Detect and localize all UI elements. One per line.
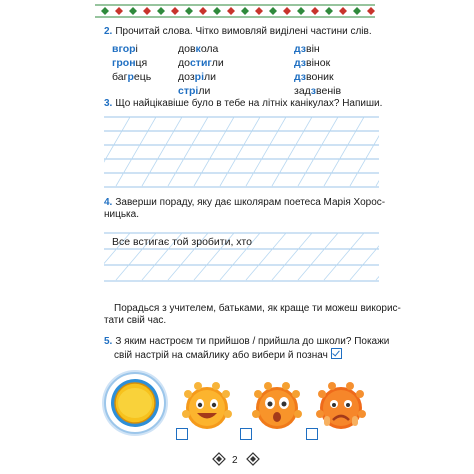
word-item: достигли	[178, 57, 224, 69]
word-item: стріли	[178, 85, 211, 97]
sad-smiley-icon[interactable]	[312, 380, 370, 436]
word-item: дзвінок	[294, 57, 331, 69]
task-3-instruction: 3. Що найцікавіше було в тебе на літніх канікулах? Напиши.	[104, 98, 383, 109]
checkbox-sad[interactable]	[306, 428, 318, 440]
checkbox-happy[interactable]	[176, 428, 188, 440]
word-item: задзвенів	[294, 85, 342, 97]
word-item: дзвоник	[294, 71, 334, 83]
task-2-instruction: 2. Прочитай слова. Чітко вимовляй виділені частини слів.	[104, 26, 372, 37]
task-5-instruction: 5. З яким настроєм ти прийшов / прийшла до школи? Покажи свій настрій на смайлику або вибери й познач	[104, 336, 390, 361]
checkbox-surprised[interactable]	[240, 428, 252, 440]
footer-ornament-right-icon	[246, 452, 260, 466]
top-ornament	[95, 2, 375, 20]
advice-text: Порадься з учителем, батьками, як краще ти можеш викорис- тати свій час.	[104, 303, 401, 326]
word-item: дозріли	[178, 71, 217, 83]
page-number: 2	[232, 455, 238, 466]
word-column-1	[112, 42, 151, 84]
writing-lines-task-3[interactable]	[104, 116, 379, 188]
example-check-icon	[331, 348, 342, 359]
word-column-3	[294, 42, 341, 98]
word-item: гронця	[112, 57, 148, 69]
word-item: довкола	[178, 43, 219, 55]
word-item: багрець	[112, 71, 152, 83]
footer-ornament-left-icon	[212, 452, 226, 466]
blank-smiley-icon[interactable]	[100, 368, 170, 438]
surprised-smiley-icon[interactable]	[248, 380, 306, 436]
sentence-start: Все встигає той зробити, хто	[112, 236, 252, 248]
word-item: вгорі	[112, 43, 138, 55]
word-column-2	[178, 42, 224, 98]
word-item: дзвін	[294, 43, 320, 55]
mood-smileys	[100, 368, 380, 448]
task-4-instruction: 4. Заверши пораду, яку дає школярам поетеса Марія Хорос- ницька.	[104, 197, 386, 220]
